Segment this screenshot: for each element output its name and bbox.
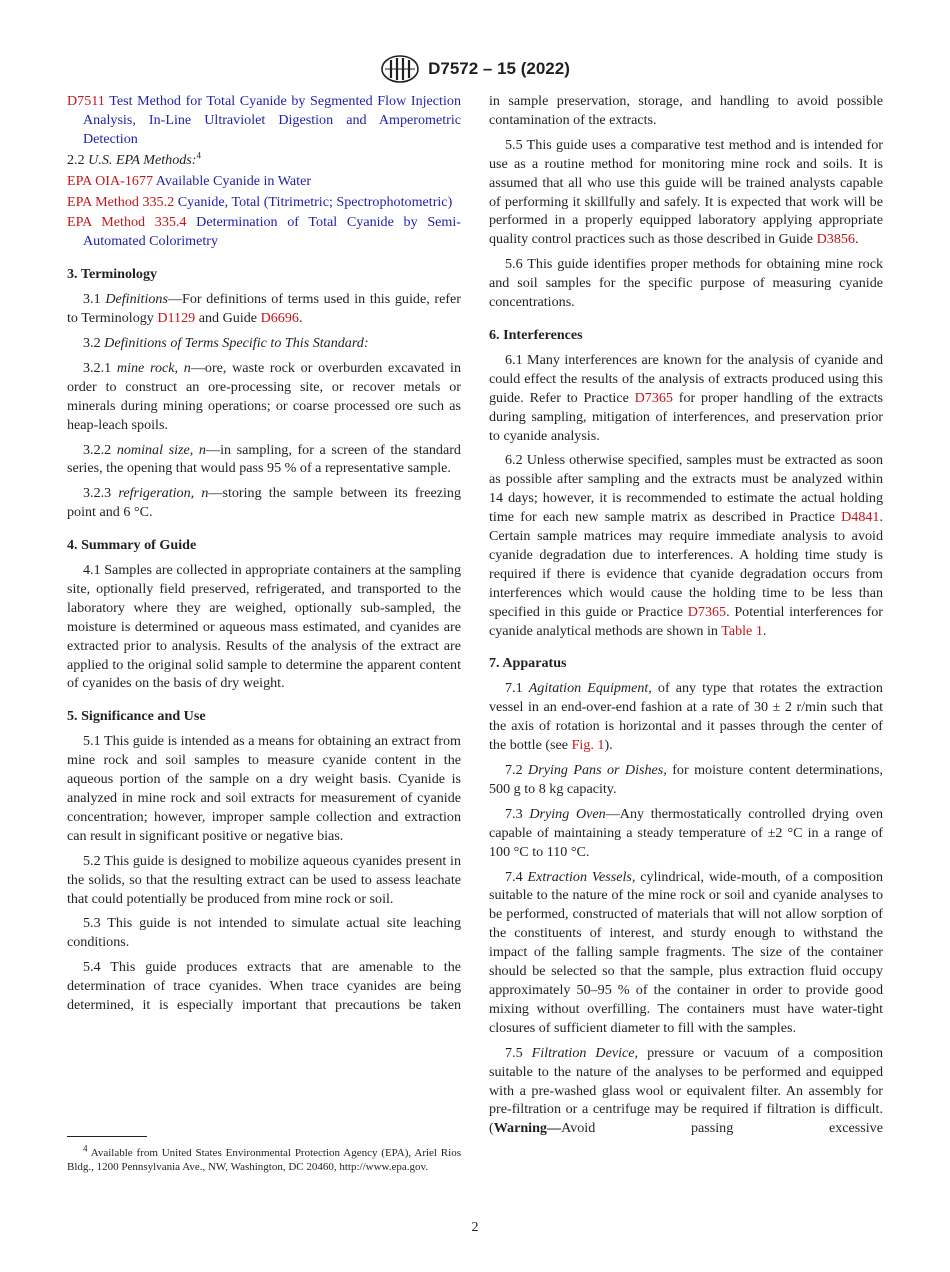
paragraph-5-4-continued: in sample preservation, storage, and handling to avoid possible contamination of the extracts. xyxy=(489,93,883,128)
paragraph-5-4: 5.4 This guide produces extracts that are amenable to the determination of trace cyanides. When trace cyanides are being determined, it is especially important that precautions be taken xyxy=(67,959,461,1014)
standard-designation: D7572 – 15 (2022) xyxy=(428,59,570,78)
link-d7365[interactable]: D7365 xyxy=(634,389,673,406)
paragraph-3-2-2: 3.2.2 nominal size, n—in sampling, for a screen of the standard series, the opening that would pass 95 % of a representative sample. xyxy=(67,441,461,477)
page-number: 2 xyxy=(471,1220,479,1235)
paragraph-7-5: 7.5 Filtration Device, pressure or vacuum of a composition suitable to the nature of the analyses to be performed and equipped with a pre-washed glass wool or equivalent filter. An assembly for pre-filtration or a centrifuge may be required if filtration is difficult. (Warning—Avoid passing excessive xyxy=(489,1044,884,1137)
ref-title-335-2[interactable]: Cyanide, Total (Titrimetric; Spectrophotometric) xyxy=(177,193,453,210)
reference-d7511 xyxy=(67,92,461,149)
paragraph-4-1: 4.1 Samples are collected in appropriate containers at the sampling site, optionally field preserved, refrigerated, and transported to the laboratory where they are weighed, optionally sub-sampled, the moisture is determined or aqueous mass estimated, and cyanides are extracted prior to analysis. Results of the analysis of the extract are applied to the original solid sample to determine the apparent content of cyanides on the basis of dry weight. xyxy=(67,562,461,692)
reference-epa-335-2 xyxy=(67,193,461,212)
ref-link-335-2[interactable]: EPA Method 335.2 xyxy=(67,193,175,210)
ref-title-335-4[interactable]: Determination of Total Cyanide by Semi-Automated Colorimetry xyxy=(83,214,461,250)
paragraph-7-3: 7.3 Drying Oven—Any thermostatically controlled drying oven capable of maintaining a steady temperature of ±2 °C in a range of 100 °C to 110 °C. xyxy=(489,805,883,860)
paragraph-7-1: 7.1 Agitation Equipment, of any type that rotates the extraction vessel in an end-over-end fashion at a rate of 30 ± 2 r/min such that the axis of rotation is horizontal and it passes through the center of the bottle (see Fig. 1). xyxy=(489,680,883,754)
reference-epa-335-4 xyxy=(67,213,461,251)
link-d7365-2[interactable]: D7365 xyxy=(687,603,727,620)
link-d4841[interactable]: D4841 xyxy=(841,509,880,526)
right-column xyxy=(489,92,883,1144)
paragraph-7-4: 7.4 Extraction Vessels, cylindrical, wide-mouth, of a composition suitable to the nature of the mine rock or soil and cyanide analyses to be performed, constructed of materials that will not allow sorption of the constituents of interest, and sturdy enough to withstand the impact of the falling sample fragments. The size of the container should be selected so that the sample, plus extraction fluid occupy approximately 50–95 % of the container in order to provide good mixing without overfilling. The containers must have water-tight closures of sufficient diameter to fill with the samples. xyxy=(489,868,884,1036)
paragraph-3-2-3: 3.2.3 refrigeration, n—storing the sample between its freezing point and 6 °C. xyxy=(67,485,462,521)
footnote-4: $^4$ Available from United States Environmental Protection Agency (EPA), Ariel Rios Bldg., 1200 Pennsylvania Ave., NW, Washington, DC 20460, http://www.epa.gov. xyxy=(67,1143,461,1173)
paragraph-5-2: 5.2 This guide is designed to mobilize aqueous cyanides present in the solids, so that the resulting extract can be used to assess leachate that could potentially be produced from mine rock or soil. xyxy=(67,852,461,907)
paragraph-6-2: 6.2 Unless otherwise specified, samples must be extracted as soon as possible after sampling and the extracts must be analyzed within 14 days; however, it is recommended to estimate the actual holding time for each new sample matrix as described in Practice D4841. Certain sample matrices may require immediate analysis to avoid cyanide degradation due to interferences. A holding time study is required if there is evidence that cyanide degradation occurs from interferences which would cause the holding time to be less than specified in this guide or Practice D7365. Potential interferences for cyanide analytical methods are shown in Table 1. xyxy=(489,452,883,639)
heading-interferences: 6. Interferences xyxy=(489,326,583,343)
paragraph-5-6: 5.6 This guide identifies proper methods for obtaining mine rock and soil samples for the specific purpose of measuring cyanide concentrations. xyxy=(489,256,883,311)
paragraph-5-1: 5.1 This guide is intended as a means for obtaining an extract from mine rock and soil samples to measure cyanide content in the aqueous portion of the sample on a dry weight basis. Cyanide is analyzed in mine rock and soil extracts for measurement of cyanide concentration; however, improper sample collection and extraction can result in significant positive or negative bias. xyxy=(67,733,461,844)
ref-link-d7511[interactable]: D7511 xyxy=(67,93,105,109)
link-d6696[interactable]: D6696 xyxy=(260,310,299,327)
ref-title-d7511[interactable]: Test Method for Total Cyanide by Segmented Flow Injection Analysis, In-Line Ultraviolet Digestion and Amperometric Detection xyxy=(83,93,461,147)
ref-link-335-4[interactable]: EPA Method 335.4 xyxy=(67,214,187,231)
astm-logo-icon xyxy=(380,54,420,84)
link-d3856[interactable]: D3856 xyxy=(816,231,855,248)
paragraph-7-2: 7.2 Drying Pans or Dishes, for moisture content determinations, 500 g to 8 kg capacity. xyxy=(489,762,883,797)
link-fig-1[interactable]: Fig. 1 xyxy=(571,737,605,754)
footnote-divider xyxy=(67,1136,147,1137)
ref-link-oia-1677[interactable]: EPA OIA-1677 xyxy=(67,172,154,189)
paragraph-5-3: 5.3 This guide is not intended to simulate actual site leaching conditions. xyxy=(67,915,461,951)
heading-summary: 4. Summary of Guide xyxy=(67,537,197,554)
page-header xyxy=(0,52,950,86)
paragraph-6-1: 6.1 Many interferences are known for the analysis of cyanide and could effect the results of the analysis of extracts produced using this guide. Refer to Practice D7365 for proper handling of the extracts during sampling, mitigation of interferences, and preservation prior to cyanide analysis. xyxy=(489,351,883,444)
left-column xyxy=(67,92,461,1021)
heading-terminology: 3. Terminology xyxy=(67,266,158,283)
footnote-ref-4[interactable]: 4 xyxy=(196,150,201,161)
link-d1129[interactable]: D1129 xyxy=(157,310,196,327)
paragraph-5-5: 5.5 This guide uses a comparative test method and is intended for use as a routine method for monitoring mine rock and soils. It is assumed that all who use this guide will be trained analysts capable of performing it skillfully and safely. It is expected that work will be performed in a properly equipped laboratory applying appropriate quality control practices such as those described in Guide D3856. xyxy=(489,136,883,248)
reference-epa-oia-1677 xyxy=(67,172,461,191)
paragraph-3-2: 3.2 Definitions of Terms Specific to This Standard: xyxy=(83,334,369,351)
paragraph-3-2-1: 3.2.1 mine rock, n—ore, waste rock or overburden excavated in order to construct an ore-processing site, or recover metals or minerals during mining operations; or coarse processed ore such as heap-leach spoils. xyxy=(67,359,461,433)
link-table-1[interactable]: Table 1 xyxy=(721,622,763,639)
heading-apparatus: 7. Apparatus xyxy=(489,655,567,672)
ref-title-oia-1677[interactable]: Available Cyanide in Water xyxy=(155,172,312,189)
heading-significance: 5. Significance and Use xyxy=(67,708,206,725)
paragraph-3-1: 3.1 Definitions—For definitions of terms used in this guide, refer to Terminology D1129 and Guide D6696. xyxy=(67,291,461,327)
section-2-2: 2.2 U.S. EPA Methods:$^4$ xyxy=(67,150,201,168)
